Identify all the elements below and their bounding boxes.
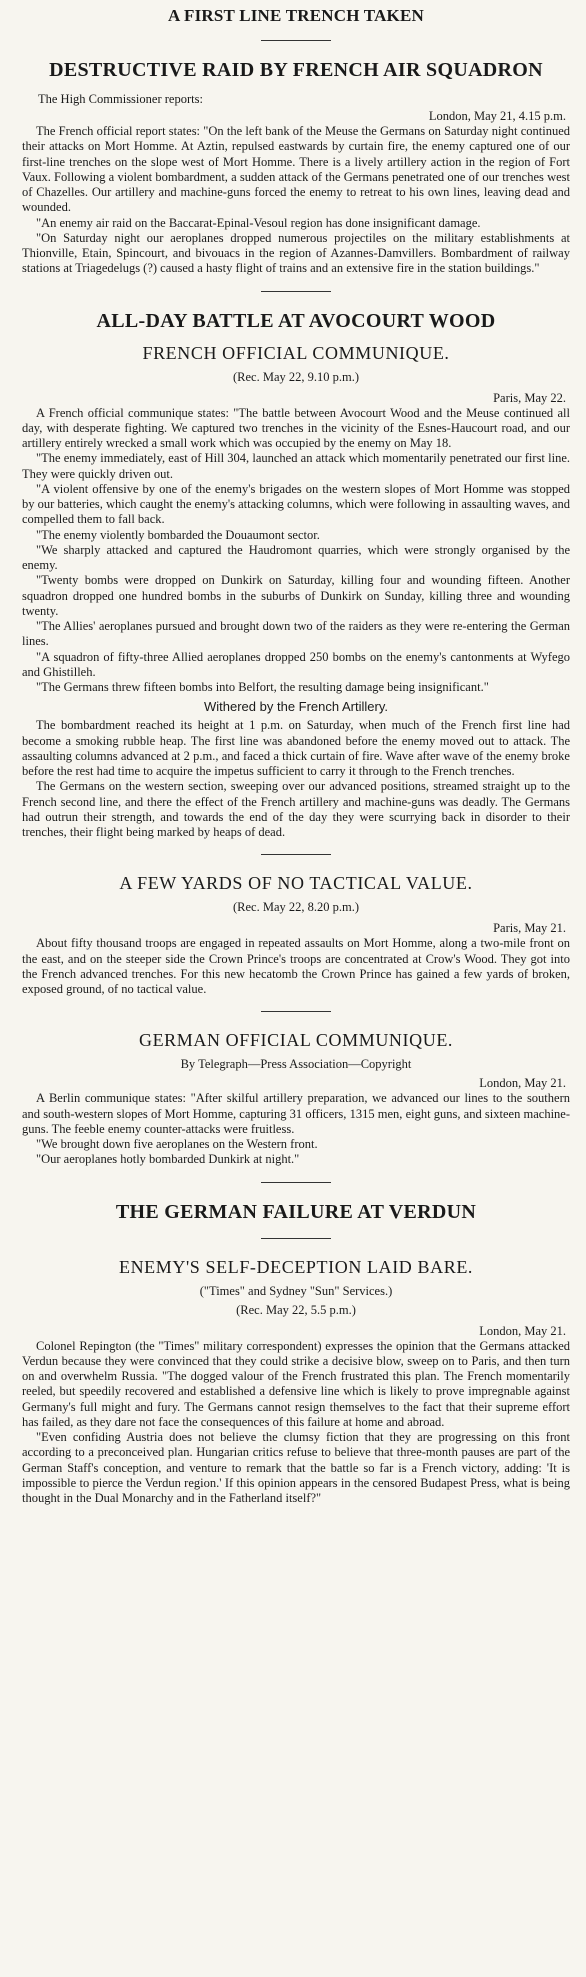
paragraph: "A violent offensive by one of the enemy's brigades on the western slopes of Mort Homme was stopped by our batteries, which caught the enemy's attacking columns, which were following in assaulting waves, and compelled them to fall back.	[22, 481, 570, 527]
paragraph: The Germans on the western section, sweeping over our advanced positions, streamed straight up to the French second line, and there the effect of the French artillery and machine-guns was deadly. The Germans had outrun their strength, and towards the end of the day they were scurrying back in disorder to their trenches, their flight being marked by heaps of dead.	[22, 779, 570, 839]
received-time: (Rec. May 22, 5.5 p.m.)	[236, 1302, 356, 1317]
article-column	[22, 6, 570, 1506]
paragraph: "The Allies' aeroplanes pursued and brought down two of the raiders as they were re-entering the German lines.	[22, 619, 570, 649]
section-air-squadron	[22, 59, 570, 277]
section-german-communique	[22, 1030, 570, 1167]
section-headline: A FEW YARDS OF NO TACTICAL VALUE.	[119, 873, 473, 894]
paragraph: The bombardment reached its height at 1 p.m. on Saturday, when much of the French first line had become a smoking rubble heap. The first line was abandoned before the enemy moved out to attack. The assaulting columns advanced at 2 p.m., and faced a thick curtain of fire. Wave after wave of the enemy broke before the rest had time to acquire the impetus sufficient to carry it through to the French trenches.	[22, 718, 570, 778]
section-headline: ALL-DAY BATTLE AT AVOCOURT WOOD	[96, 309, 496, 332]
section-headline: THE GERMAN FAILURE AT VERDUN	[115, 1200, 477, 1223]
received-time: (Rec. May 22, 9.10 p.m.)	[232, 369, 360, 384]
credit-line: By Telegraph—Press Association—Copyright	[180, 1057, 412, 1072]
paragraph: "On Saturday night our aeroplanes dropped numerous projectiles on the military establishments at Thionville, Etain, Spincourt, and bivouacs in the region of Azannes-Damvillers. Bombardment of railway stations at Triagedelugs (?) caused a hasty flight of trains and an extensive fire in the station buildings."	[22, 230, 570, 276]
paragraph: Colonel Repington (the "Times" military correspondent) expresses the opinion that the Germans attacked Verdun because they were convinced that they could strike a decisive blow, sweep on to Paris, and then turn on and overwhelm Russia. "The dogged valour of the French frustrated this plan. The French momentarily reeled, but speedily recovered and established a defensive line which is likely to prove impregnable against Germany's full might and fury. The Germans cannot resign themselves to the fact that their supreme effort has failed, as they dare not face the consequences of this failure at home and abroad.	[22, 1338, 570, 1429]
dateline: Paris, May 21.	[493, 921, 566, 936]
dateline: London, May 21.	[479, 1076, 566, 1091]
intro-line: The High Commissioner reports:	[38, 92, 203, 106]
credit-line: ("Times" and Sydney "Sun" Services.)	[199, 1283, 393, 1298]
paragraph: The French official report states: "On the left bank of the Meuse the Germans on Saturday night continued their attacks on Mort Homme. At Aztin, repulsed eastwards by curtain fire, the enemy captured one of our first-line trenches on the slope west of Mort Homme. There is a lively artillery action in the region of Fort Vaux. Following a violent bombardment, a sudden attack of the Germans penetrated one of our trenches west of Chazelles. Our artillery and machine-guns forced the enemy to retreat to his own lines, leaving dead and wounded.	[22, 124, 570, 215]
main-headline: A FIRST LINE TRENCH TAKEN	[168, 6, 424, 25]
dateline: London, May 21.	[479, 1323, 566, 1338]
paragraph: "We sharply attacked and captured the Haudromont quarries, which were strongly organised by the enemy.	[22, 542, 570, 572]
inline-subhead: Withered by the French Artillery.	[204, 699, 388, 715]
paragraph: About fifty thousand troops are engaged in repeated assaults on Mort Homme, along a two-mile front on the east, and on the steeper side the Crown Prince's troops are concentrated at Crow's Wood. They got into the French advanced trenches. For this new hecatomb the Crown Prince has gained a few yards of broken, exposed ground, of no tactical value.	[22, 936, 570, 996]
section-headline: GERMAN OFFICIAL COMMUNIQUE.	[138, 1030, 454, 1051]
section-verdun-failure	[22, 1201, 570, 1507]
section-headline: DESTRUCTIVE RAID BY FRENCH AIR SQUADRON	[49, 59, 543, 81]
section-avocourt-wood	[22, 310, 570, 841]
paragraph: "We brought down five aeroplanes on the Western front.	[36, 1137, 318, 1151]
received-time: (Rec. May 22, 8.20 p.m.)	[232, 900, 360, 915]
dateline: Paris, May 22.	[493, 390, 566, 405]
paragraph: "A squadron of fifty-three Allied aeroplanes dropped 250 bombs on the enemy's cantonments at Wyfego and Ghistilleh.	[22, 649, 570, 679]
section-subheadline: ENEMY'S SELF-DECEPTION LAID BARE.	[118, 1256, 474, 1277]
divider	[261, 1182, 331, 1183]
paragraph: "An enemy air raid on the Baccarat-Epinal-Vesoul region has done insignificant damage.	[36, 215, 481, 230]
divider	[261, 291, 331, 292]
section-tactical-value	[22, 873, 570, 997]
paragraph: A French official communique states: "The battle between Avocourt Wood and the Meuse continued all day, with desperate fighting. We captured two trenches in the vicinity of the Esnes-Haucourt road, and our artillery entirely wrecked a small work which was occupied by the enemy on May 18.	[22, 405, 570, 450]
paragraph: "The enemy immediately, east of Hill 304, launched an attack which momentarily penetrated our first line. They were quickly driven out.	[22, 451, 570, 481]
divider	[261, 40, 331, 41]
dateline: London, May 21, 4.15 p.m.	[428, 109, 566, 123]
paragraph: "Our aeroplanes hotly bombarded Dunkirk at night."	[36, 1152, 300, 1167]
paragraph: "Twenty bombs were dropped on Dunkirk on Saturday, killing four and wounding fifteen. Another squadron dropped one hundred bombs in the suburbs of Dunkirk on Sunday, killing three and wounding twenty.	[22, 573, 570, 618]
divider	[261, 1238, 331, 1239]
section-subheadline: FRENCH OFFICIAL COMMUNIQUE.	[142, 342, 450, 363]
paragraph: "The Germans threw fifteen bombs into Belfort, the resulting damage being insignificant."	[36, 680, 489, 694]
paragraph: A Berlin communique states: "After skilful artillery preparation, we advanced our lines to the southern and south-western slopes of Mort Homme, capturing 31 officers, 1315 men, eight guns, and sixteen machine-guns. The feeble enemy counter-attacks were fruitless.	[22, 1091, 570, 1136]
paragraph: "The enemy violently bombarded the Douaumont sector.	[36, 527, 320, 542]
paragraph: "Even confiding Austria does not believe the clumsy fiction that they are progressing on this front according to a preconceived plan. Hungarian critics refuse to believe that three-month pauses are part of the German Staff's conception, and venture to remark that the battle so far is a French victory, adding: 'It is impossible to pierce the Verdun region.' If this opinion appears in the censored Budapest Press, what is being thought in the Dual Monarchy and in the Fatherland itself?"	[22, 1430, 570, 1505]
divider	[261, 1011, 331, 1012]
divider	[261, 854, 331, 855]
